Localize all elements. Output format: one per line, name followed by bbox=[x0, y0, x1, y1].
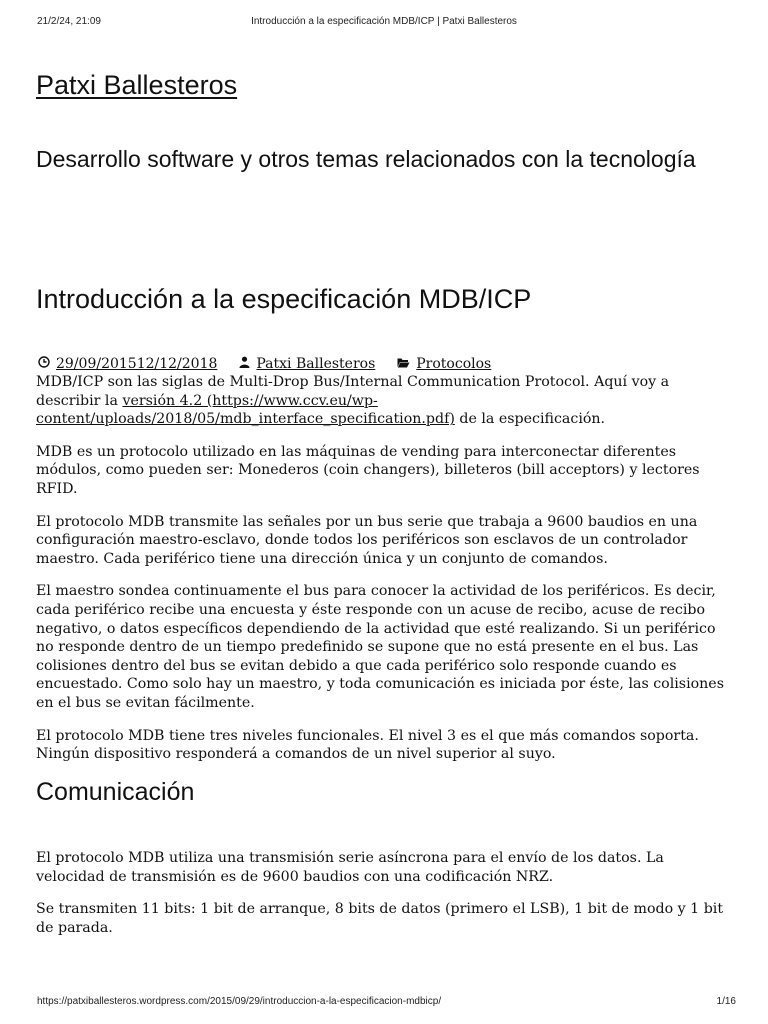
post-date-group bbox=[38, 355, 217, 373]
post-author-link[interactable]: Patxi Ballesteros bbox=[256, 356, 376, 372]
post-title: Introducción a la especificación MDB/ICP bbox=[36, 284, 532, 314]
folder-icon bbox=[397, 355, 410, 373]
spec-pdf-link[interactable]: versión 4.2 (https://www.ccv.eu/wp-content/uploads/2018/05/mdb_interface_specification.pdf) bbox=[36, 392, 455, 428]
paragraph: MDB es un protocolo utilizado en las máquinas de vending para interconectar diferentes módulos, como pueden ser: Monederos (coin changers), billeteros (bill acceptors) y lectores RFID. bbox=[36, 443, 700, 497]
site-title-link[interactable]: Patxi Ballesteros bbox=[36, 70, 238, 100]
post-date-link[interactable]: 29/09/201512/12/2018 bbox=[56, 356, 218, 372]
paragraph: El protocolo MDB utiliza una transmisión serie asíncrona para el envío de los datos. La velocidad de transmisión es de 9600 baudios con una codificación NRZ. bbox=[36, 850, 664, 885]
paragraph: El protocolo MDB tiene tres niveles funcionales. El nivel 3 es el que más comandos soporta. Ningún dispositivo responderá a comandos de un nivel superior al suyo. bbox=[36, 727, 699, 763]
print-page-title: Introducción a la especificación MDB/ICP | Patxi Ballesteros bbox=[251, 16, 517, 27]
clock-icon bbox=[38, 355, 50, 373]
post-author-group bbox=[239, 355, 375, 373]
print-page-number: 1/16 bbox=[716, 996, 736, 1007]
post-meta bbox=[38, 355, 513, 373]
paragraph: Se transmiten 11 bits: 1 bit de arranque, 8 bits de datos (primero el LSB), 1 bit de modo y 1 bit de parada. bbox=[36, 901, 724, 936]
post-content bbox=[36, 373, 726, 778]
post-category-group bbox=[397, 355, 491, 373]
section-content bbox=[36, 849, 726, 951]
print-url: https://patxiballesteros.wordpress.com/2015/09/29/introduccion-a-la-especificacion-mdbicp/ bbox=[37, 996, 442, 1007]
paragraph: El protocolo MDB transmite las señales por un bus serie que trabaja a 9600 baudios en una configuración maestro-esclavo, donde todos los periféricos son esclavos de un controlador maestro. Cada periférico tiene una dirección única y un conjunto de comandos. bbox=[36, 513, 698, 567]
print-datetime: 21/2/24, 21:09 bbox=[37, 16, 101, 27]
section-heading-comunicacion: Comunicación bbox=[36, 778, 195, 806]
user-icon bbox=[239, 355, 250, 373]
post-category-link[interactable]: Protocolos bbox=[416, 356, 492, 372]
site-description: Desarrollo software y otros temas relacionados con la tecnología bbox=[36, 146, 696, 172]
paragraph: El maestro sondea continuamente el bus para conocer la actividad de los periféricos. Es decir, cada periférico recibe una encuesta y éste responde con un acuse de recibo, acuse de recibo negativo, o datos específicos dependiendo de la actividad que esté realizando. Si un periférico no responde dentro de un tiempo predefinido se supone que no está presente en el bus. Las colisiones dentro del bus se evitan debido a que cada periférico solo responde cuando es encuestado. Como solo hay un maestro, y toda comunicación es iniciada por éste, las colisiones en el bus se evitan fácilmente. bbox=[36, 583, 724, 711]
intro-paragraph: MDB/ICP son las siglas de Multi-Drop Bus/Internal Communication Protocol. Aquí voy a describir la versión 4.2 (https://www.ccv.eu/wp-content/uploads/2018/05/mdb_interface_specification.pdf) de la especificación. bbox=[36, 374, 670, 428]
